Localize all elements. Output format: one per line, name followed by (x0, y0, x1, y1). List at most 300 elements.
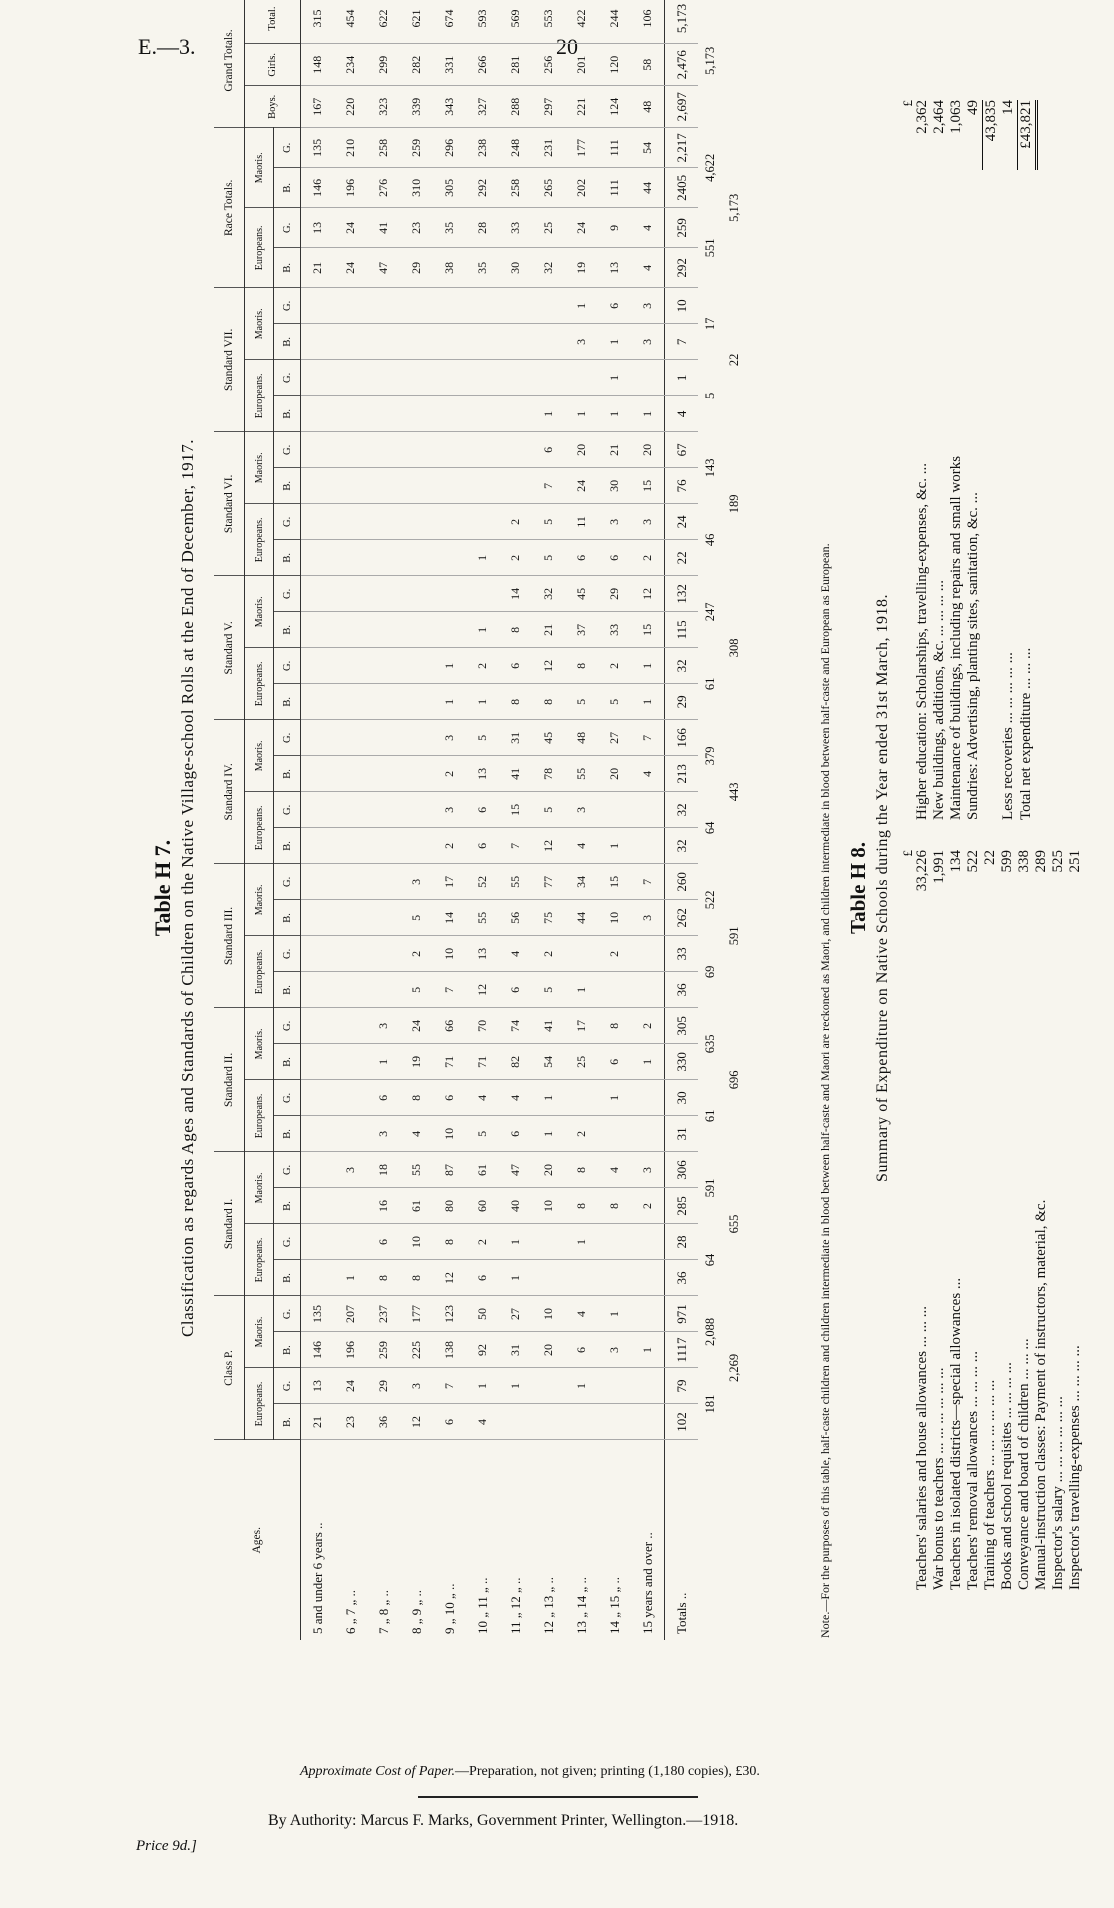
expense-row (965, 100, 982, 820)
table-cell: 299 (367, 44, 400, 86)
table-cell (367, 792, 400, 828)
table-cell (367, 324, 400, 360)
expense-label: War bonus to teachers ... ... ... ... ... ... (931, 1367, 947, 1590)
expense-amount: 338 (1016, 850, 1032, 873)
table-cell (466, 360, 499, 396)
table-cell (466, 576, 499, 612)
table-cell (367, 432, 400, 468)
table-cell: 3 (598, 504, 631, 540)
table-cell: 124 (598, 86, 631, 128)
table-cell: 47 (499, 1152, 532, 1188)
table-cell: 8 (499, 684, 532, 720)
table-cell: 196 (334, 1332, 367, 1368)
table-cell: 202 (565, 168, 598, 208)
table-cell: 17 (433, 864, 466, 900)
table-cell (301, 468, 335, 504)
table-cell (433, 396, 466, 432)
table-cell (400, 432, 433, 468)
table-cell: 1 (598, 396, 631, 432)
expense-row (931, 100, 948, 820)
table-cell (433, 432, 466, 468)
table-cell: 5 (466, 1116, 499, 1152)
table-cell: 221 (565, 86, 598, 128)
table-cell: 24 (565, 468, 598, 504)
spacer-cell (722, 1440, 746, 1640)
group-header: Standard III. (214, 864, 245, 1008)
table-cell (334, 1224, 367, 1260)
table-cell: 6 (565, 1332, 598, 1368)
table-cell: 1 (631, 396, 665, 432)
table-cell: 2 (499, 504, 532, 540)
table-cell (301, 576, 335, 612)
subtotals-row (698, 0, 722, 1640)
table-cell (598, 1224, 631, 1260)
table-cell: 70 (466, 1008, 499, 1044)
table-cell: 19 (565, 248, 598, 288)
totals-cell: 260 (665, 864, 699, 900)
grand-subtotals-row (722, 0, 746, 1640)
ethnicity-header: Europeans. (245, 648, 274, 720)
table-cell: 54 (532, 1044, 565, 1080)
table-cell: 3 (400, 864, 433, 900)
expense-label: Inspector's travelling-expenses ... ... ... ... (1067, 1345, 1083, 1590)
group-header: Standard V. (214, 576, 245, 720)
sex-header: B. (274, 1188, 301, 1224)
table-cell: 6 (466, 1260, 499, 1296)
table-cell: 292 (466, 168, 499, 208)
table8-subtitle: Summary of Expenditure on Native Schools during the Year ended 31st March, 1918. (874, 594, 891, 1182)
table-cell: 7 (499, 828, 532, 864)
table-cell: 21 (301, 248, 335, 288)
table-cell (565, 936, 598, 972)
table-cell (301, 504, 335, 540)
table-row (334, 0, 367, 1640)
table-cell: 16 (367, 1188, 400, 1224)
totals-cell: 306 (665, 1152, 699, 1188)
totals-cell: 10 (665, 288, 699, 324)
table-cell (301, 1188, 335, 1224)
table-cell: 5 (400, 972, 433, 1008)
table-cell (400, 792, 433, 828)
ethnicity-header: Europeans. (245, 936, 274, 1008)
expense-amount: 2,464 (931, 100, 947, 134)
table-cell: 5 (598, 684, 631, 720)
table-cell (301, 1080, 335, 1116)
table-cell: 33 (598, 612, 631, 648)
totals-cell: 305 (665, 1008, 699, 1044)
grand-subtotal-cell: 5,173 (726, 193, 741, 222)
expense-row (1016, 850, 1033, 1590)
table-cell: 259 (400, 128, 433, 168)
table-cell: 10 (598, 900, 631, 936)
table-cell: 2 (433, 756, 466, 792)
table-cell (631, 972, 665, 1008)
cost-text: —Preparation, not given; printing (1,180 copies), £30. (455, 1764, 760, 1779)
totals-cell: 32 (665, 828, 699, 864)
table-cell: 6 (565, 540, 598, 576)
table-cell: 4 (499, 1080, 532, 1116)
expense-label: Less recoveries ... ... ... ... ... (1000, 652, 1016, 820)
ethnicity-header: Maoris. (245, 128, 274, 208)
totals-cell: 4 (665, 396, 699, 432)
table-cell: 331 (433, 44, 466, 86)
sex-header: G. (274, 1008, 301, 1044)
cost-label: Approximate Cost of Paper. (300, 1764, 456, 1779)
sex-header: G. (274, 576, 301, 612)
table-cell (301, 792, 335, 828)
sex-header: B. (274, 972, 301, 1008)
expenditure-right-column (900, 100, 1038, 820)
table-cell: 37 (565, 612, 598, 648)
table-cell: 40 (499, 1188, 532, 1224)
table-cell (301, 432, 335, 468)
table-cell: 288 (499, 86, 532, 128)
table-cell: 23 (400, 208, 433, 248)
ethnicity-header: Europeans. (245, 1224, 274, 1296)
table-cell: 6 (532, 432, 565, 468)
sex-header: B. (274, 468, 301, 504)
table-cell (334, 288, 367, 324)
table-cell (631, 1116, 665, 1152)
table-cell (400, 720, 433, 756)
expense-row (1033, 850, 1050, 1590)
table-cell (499, 360, 532, 396)
table-cell (499, 396, 532, 432)
table-cell (334, 648, 367, 684)
table-cell (400, 324, 433, 360)
table-cell (334, 504, 367, 540)
table-cell: 569 (499, 0, 532, 44)
table-cell: 1 (532, 1080, 565, 1116)
table7-note: Note.—For the purposes of this table, half-caste children and children intermediate in blood between half-caste and Maori are reckoned as Maori, and children intermediate in blood between half-caste and European as European. (818, 543, 832, 1638)
table-cell (334, 360, 367, 396)
expense-row (1050, 850, 1067, 1590)
table-cell: 25 (565, 1044, 598, 1080)
table-cell: 55 (400, 1152, 433, 1188)
page-header-left: E.—3. (138, 34, 196, 59)
table-cell: 4 (565, 1296, 598, 1332)
table-cell: 13 (301, 208, 335, 248)
table-cell: 6 (367, 1224, 400, 1260)
table-cell (400, 756, 433, 792)
expense-amount: 2,362 (914, 100, 930, 134)
table-cell: 34 (565, 864, 598, 900)
table-cell (334, 396, 367, 432)
table-cell: 237 (367, 1296, 400, 1332)
table-cell: 29 (367, 1368, 400, 1404)
table-cell: 3 (400, 1368, 433, 1404)
table-cell (565, 1080, 598, 1116)
table-cell (532, 360, 565, 396)
sex-header: G. (274, 288, 301, 324)
table-cell: 10 (433, 936, 466, 972)
ages-header: Ages. (214, 1440, 301, 1640)
totals-cell: 971 (665, 1296, 699, 1332)
table-cell: 3 (631, 288, 665, 324)
table-cell: 3 (565, 324, 598, 360)
expense-label: Manual-instruction classes: Payment of instructors, material, &c. (1033, 1199, 1049, 1590)
table-row (367, 0, 400, 1640)
table-cell: 6 (499, 1116, 532, 1152)
table-cell (367, 864, 400, 900)
table-cell: 2 (598, 648, 631, 684)
grand-subtotal-cell: 696 (726, 1070, 741, 1090)
expense-row (1067, 850, 1084, 1590)
cost-of-paper (300, 1764, 760, 1780)
expense-label: Teachers' salaries and house allowances ... ... ... (914, 1305, 930, 1590)
subtotal-cell: 379 (702, 746, 717, 766)
table-cell: 71 (466, 1044, 499, 1080)
table-cell (433, 576, 466, 612)
ethnicity-header: Maoris. (245, 720, 274, 792)
sex-header: B. (274, 612, 301, 648)
table-cell: 2 (499, 540, 532, 576)
table-cell (301, 828, 335, 864)
table-cell: 4 (466, 1080, 499, 1116)
table-cell: 24 (334, 248, 367, 288)
table-cell: 7 (433, 1368, 466, 1404)
table-row (433, 0, 466, 1640)
ethnicity-header: Maoris. (245, 576, 274, 648)
table-cell: 55 (499, 864, 532, 900)
ethnicity-header: Maoris. (245, 288, 274, 360)
table-cell: 75 (532, 900, 565, 936)
table-cell: 146 (301, 1332, 335, 1368)
subtotal-cell: 181 (702, 1394, 717, 1414)
table-cell (301, 936, 335, 972)
expense-row (999, 850, 1016, 1590)
table-cell (334, 828, 367, 864)
table-cell: 5 (565, 684, 598, 720)
table-cell: 339 (400, 86, 433, 128)
table-cell: 315 (301, 0, 335, 44)
table-cell: 87 (433, 1152, 466, 1188)
table-cell: 55 (565, 756, 598, 792)
table-cell: 5 (400, 900, 433, 936)
table-cell: 201 (565, 44, 598, 86)
table-cell: 41 (367, 208, 400, 248)
table-cell: 6 (598, 540, 631, 576)
table-cell (499, 288, 532, 324)
grand-subtotal-cell: 22 (726, 353, 741, 367)
totals-cell: 67 (665, 432, 699, 468)
totals-cell: 213 (665, 756, 699, 792)
totals-cell: 30 (665, 1080, 699, 1116)
table-cell: 4 (631, 248, 665, 288)
ethnicity-header: Europeans. (245, 792, 274, 864)
price: Price 9d.] (136, 1838, 197, 1854)
table-cell (367, 648, 400, 684)
ethnicity-header: Maoris. (245, 1152, 274, 1224)
table-cell (301, 1152, 335, 1188)
table-cell: 3 (631, 504, 665, 540)
sex-header: B. (274, 900, 301, 936)
table-cell: 14 (499, 576, 532, 612)
table-cell: 36 (367, 1404, 400, 1440)
expense-row (948, 100, 965, 820)
table-cell: 24 (400, 1008, 433, 1044)
expense-amount: 599 (999, 850, 1015, 873)
table-cell (433, 468, 466, 504)
table-cell: 1 (631, 648, 665, 684)
table-cell: 259 (367, 1332, 400, 1368)
age-label: 7 „ 8 „ .. (375, 1589, 391, 1634)
expenditure-left-column (900, 850, 1084, 1590)
table-cell: 4 (598, 1152, 631, 1188)
table-cell: 10 (400, 1224, 433, 1260)
table-cell (466, 468, 499, 504)
table-cell: 41 (499, 756, 532, 792)
expense-amount: 22 (982, 850, 998, 865)
sex-header: G. (274, 128, 301, 168)
expense-label: Teachers in isolated districts—special allowances ... (948, 1277, 964, 1590)
table-cell: 106 (631, 0, 665, 44)
table-cell: 32 (532, 576, 565, 612)
sex-header: G. (274, 208, 301, 248)
ethnicity-header: Europeans. (245, 504, 274, 576)
table-cell: 7 (631, 720, 665, 756)
table-cell (499, 468, 532, 504)
expense-label: Training of teachers ... ... ... ... ... ... (982, 1379, 998, 1590)
table-cell: 327 (466, 86, 499, 128)
table-cell: 2 (631, 540, 665, 576)
table-cell: 10 (532, 1188, 565, 1224)
table-cell: 1 (631, 684, 665, 720)
age-label: 5 and under 6 years .. (309, 1522, 325, 1634)
table-cell: 6 (466, 792, 499, 828)
divider-rule (418, 1796, 698, 1798)
table-cell: 11 (565, 504, 598, 540)
table-cell: 454 (334, 0, 367, 44)
table-cell: 2 (433, 828, 466, 864)
table-cell (532, 324, 565, 360)
table-cell: 1 (565, 1224, 598, 1260)
age-label: 10 „ 11 „ .. (474, 1577, 490, 1634)
table-cell: 225 (400, 1332, 433, 1368)
table-cell: 2 (631, 1008, 665, 1044)
table-cell: 12 (466, 972, 499, 1008)
table-cell: 35 (433, 208, 466, 248)
table-cell: 48 (565, 720, 598, 756)
table-cell (466, 324, 499, 360)
table-cell (334, 1008, 367, 1044)
table-row (466, 0, 499, 1640)
table-cell: 27 (499, 1296, 532, 1332)
table-cell: 3 (367, 1008, 400, 1044)
table-cell: 19 (400, 1044, 433, 1080)
totals-cell: 24 (665, 504, 699, 540)
table-cell: 14 (433, 900, 466, 936)
totals-cell: 22 (665, 540, 699, 576)
table-cell: 276 (367, 168, 400, 208)
table-cell: 3 (367, 1116, 400, 1152)
table-cell (334, 972, 367, 1008)
expense-label: Higher education: Scholarships, travelling-expenses, &c. ... (914, 463, 930, 820)
table-cell: 58 (631, 44, 665, 86)
group-header: Class P. (214, 1296, 245, 1440)
group-header: Grand Totals. (214, 0, 245, 128)
expense-row (982, 850, 999, 1590)
table-cell (400, 396, 433, 432)
table-cell: 3 (631, 324, 665, 360)
table-cell: 12 (631, 576, 665, 612)
table-cell: 1 (631, 1044, 665, 1080)
table-cell: 281 (499, 44, 532, 86)
table-cell (631, 792, 665, 828)
sex-header: B. (274, 324, 301, 360)
totals-cell: 7 (665, 324, 699, 360)
table-cell: 622 (367, 0, 400, 44)
table-cell (301, 612, 335, 648)
table-cell: 553 (532, 0, 565, 44)
sex-header: G. (274, 1368, 301, 1404)
table-cell: 13 (301, 1368, 335, 1404)
expense-label: Inspector's salary ... ... ... ... ... ... (1050, 1396, 1066, 1590)
table-cell: 12 (400, 1404, 433, 1440)
age-label: 11 „ 12 „ .. (507, 1577, 523, 1634)
table-cell (433, 540, 466, 576)
grand-subtotal-cell: 655 (726, 1214, 741, 1234)
table-cell: 23 (334, 1404, 367, 1440)
table-cell (301, 720, 335, 756)
table-cell: 422 (565, 0, 598, 44)
table-cell: 3 (565, 792, 598, 828)
table-cell: 593 (466, 0, 499, 44)
table-cell: 1 (433, 684, 466, 720)
table-cell: 21 (532, 612, 565, 648)
table-cell: 310 (400, 168, 433, 208)
table-cell: 31 (499, 720, 532, 756)
table-cell: 1 (499, 1368, 532, 1404)
ethnicity-header: Europeans. (245, 1368, 274, 1440)
table-cell: 1 (565, 288, 598, 324)
totals-cell: 28 (665, 1224, 699, 1260)
table-cell: 4 (631, 756, 665, 792)
table7-grid (214, 0, 746, 1640)
table-cell: 266 (466, 44, 499, 86)
group-header: Standard VI. (214, 432, 245, 576)
totals-cell: 29 (665, 684, 699, 720)
expense-amount: 1,063 (948, 100, 964, 134)
table-cell (367, 360, 400, 396)
table-cell: 8 (400, 1080, 433, 1116)
sex-header: G. (274, 1224, 301, 1260)
totals-cell: 2,217 (665, 128, 699, 168)
totals-cell: 36 (665, 1260, 699, 1296)
table-cell: 1 (565, 1368, 598, 1404)
table-cell: 296 (433, 128, 466, 168)
totals-cell: 79 (665, 1368, 699, 1404)
age-label: 14 „ 15 „ .. (606, 1576, 622, 1634)
subtotal-cell: 2,088 (702, 1317, 717, 1347)
totals-cell: 5,173 (665, 0, 699, 44)
sex-header: G. (274, 360, 301, 396)
table-cell: 13 (466, 756, 499, 792)
table-cell: 7 (433, 972, 466, 1008)
table-cell: 111 (598, 168, 631, 208)
table-cell (334, 540, 367, 576)
table-cell: 248 (499, 128, 532, 168)
table7-title: Table H 7. (150, 839, 175, 937)
table-cell: 45 (532, 720, 565, 756)
totals-cell: 31 (665, 1116, 699, 1152)
spacer (983, 170, 1000, 820)
table-cell: 30 (499, 248, 532, 288)
table-cell: 5 (532, 792, 565, 828)
table-cell: 1 (565, 396, 598, 432)
totals-cell: 115 (665, 612, 699, 648)
sex-header: B. (274, 684, 301, 720)
